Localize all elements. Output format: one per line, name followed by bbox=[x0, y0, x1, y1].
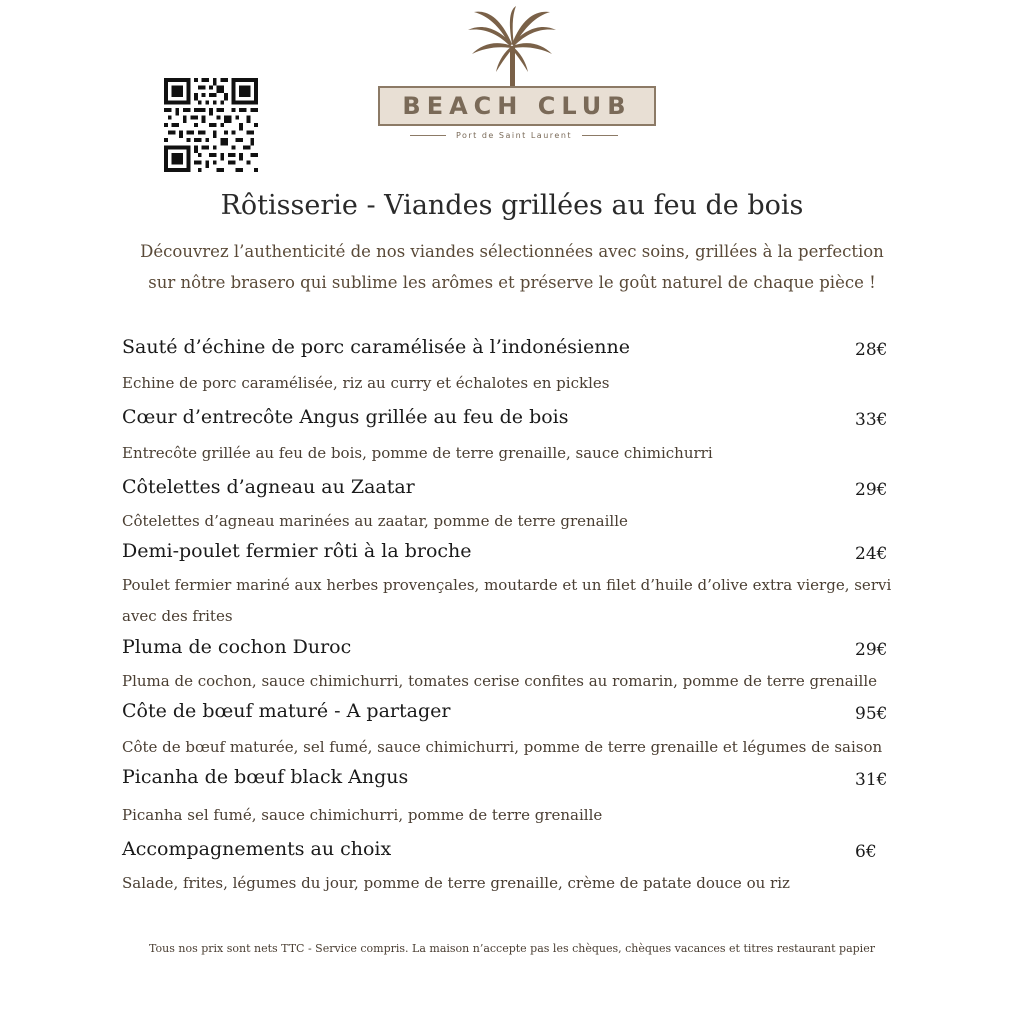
dish-price: 29€ bbox=[855, 480, 888, 500]
dish-name: Picanha de bœuf black Angus bbox=[122, 766, 409, 788]
intro-line: sur nôtre brasero qui sublime les arômes et préserve le goût naturel de chaque pièce ! bbox=[148, 273, 876, 292]
brand-location: Port de Saint Laurent bbox=[455, 130, 573, 140]
dish-description: Côtelettes d’agneau marinées au zaatar, pomme de terre grenaille bbox=[122, 512, 628, 530]
dish-price: 24€ bbox=[855, 544, 888, 564]
dish-description: Salade, frites, légumes du jour, pomme de terre grenaille, crème de patate douce ou riz bbox=[122, 874, 790, 892]
palm-tree-icon bbox=[466, 6, 558, 90]
dish-description: Pluma de cochon, sauce chimichurri, tomates cerise confites au romarin, pomme de terre grenaille bbox=[122, 672, 878, 690]
qr-code-icon[interactable] bbox=[164, 78, 258, 172]
intro-line: Découvrez l’authenticité de nos viandes sélectionnées avec soins, grillées à la perfection bbox=[140, 242, 884, 261]
dish-price: 95€ bbox=[855, 704, 888, 724]
menu-title: Rôtisserie - Viandes grillées au feu de bois bbox=[220, 190, 804, 221]
brand-name: BEACH CLUB bbox=[402, 92, 632, 120]
dish-description: Entrecôte grillée au feu de bois, pomme de terre grenaille, sauce chimichurri bbox=[122, 444, 713, 462]
dish-description: Echine de porc caramélisée, riz au curry et échalotes en pickles bbox=[122, 374, 610, 392]
dish-name: Cœur d’entrecôte Angus grillée au feu de bois bbox=[122, 406, 569, 428]
dish-price: 28€ bbox=[855, 340, 888, 360]
dish-name: Côtelettes d’agneau au Zaatar bbox=[122, 476, 415, 498]
brand-location-row bbox=[400, 128, 628, 142]
divider bbox=[582, 135, 618, 136]
dish-price: 29€ bbox=[855, 640, 888, 660]
dish-name: Côte de bœuf maturé - A partager bbox=[122, 700, 451, 722]
dish-price: 6€ bbox=[855, 842, 877, 862]
dish-description: Poulet fermier mariné aux herbes provençales, moutarde et un filet d’huile d’olive extra vierge, servi avec des frites bbox=[122, 576, 892, 625]
divider bbox=[410, 135, 446, 136]
dish-name: Sauté d’échine de porc caramélisée à l’indonésienne bbox=[122, 336, 630, 358]
dish-price: 31€ bbox=[855, 770, 888, 790]
dish-description: Picanha sel fumé, sauce chimichurri, pomme de terre grenaille bbox=[122, 806, 603, 824]
brand-logo bbox=[378, 86, 656, 126]
dish-name: Demi-poulet fermier rôti à la broche bbox=[122, 540, 472, 562]
dish-name: Accompagnements au choix bbox=[122, 838, 392, 860]
dish-description: Côte de bœuf maturée, sel fumé, sauce chimichurri, pomme de terre grenaille et légumes de saison bbox=[122, 738, 883, 756]
dish-name: Pluma de cochon Duroc bbox=[122, 636, 352, 658]
menu-intro bbox=[100, 236, 924, 298]
dish-price: 33€ bbox=[855, 410, 888, 430]
footer-note: Tous nos prix sont nets TTC - Service compris. La maison n’accepte pas les chèques, chèques vacances et titres restaurant papier bbox=[149, 942, 875, 955]
